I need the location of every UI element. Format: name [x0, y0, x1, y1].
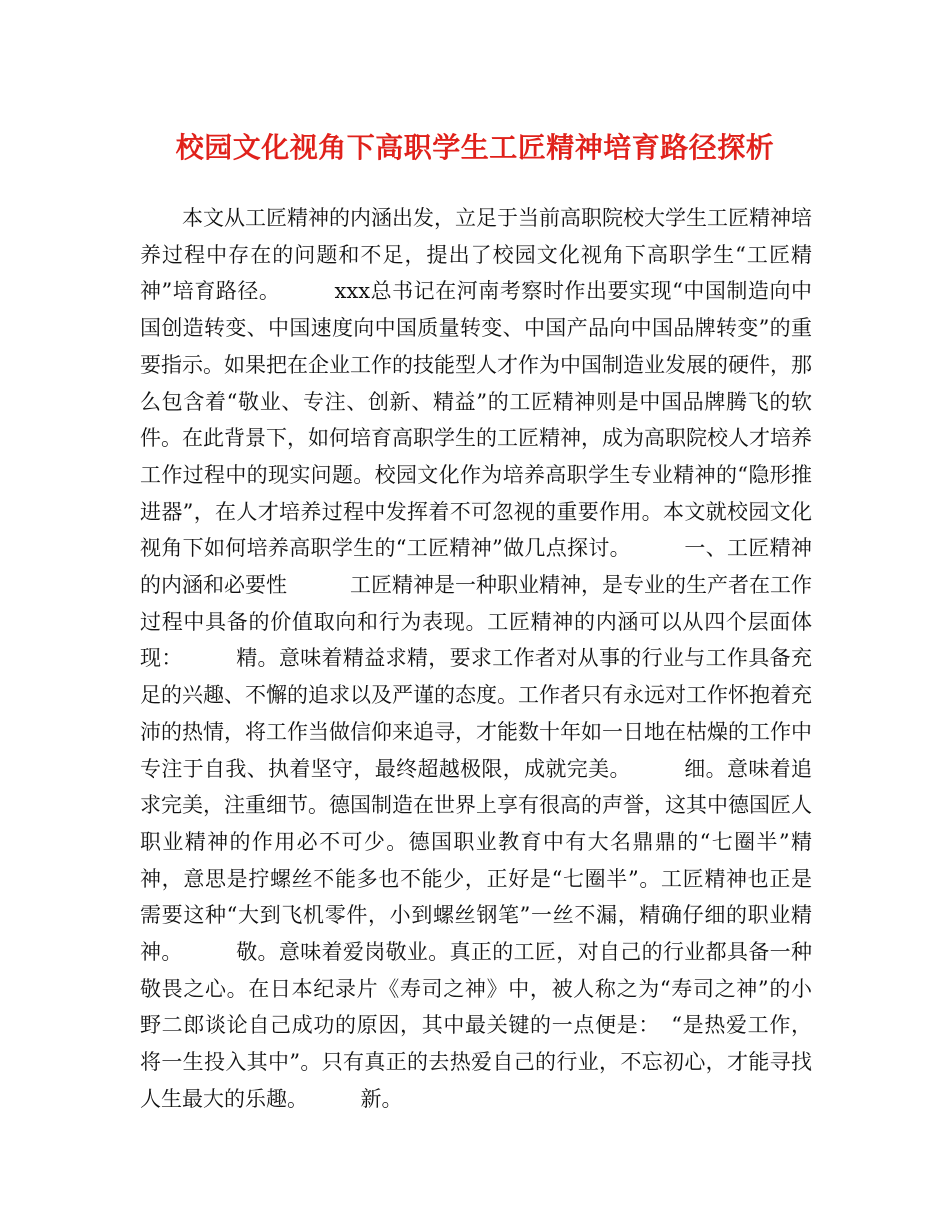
document-title: 校园文化视角下高职学生工匠精神培育路径探析	[175, 131, 775, 164]
document-body	[140, 200, 812, 1118]
body-paragraph: 本文从工匠精神的内涵出发，立足于当前高职院校大学生工匠精神培养过程中存在的问题和不足，提出了校园文化视角下高职学生“工匠精神”培育路径。 xxx总书记在河南考察时作出要实现“中国制造向中国创造转变、中国速度向中国质量转变、中国产品向中国品牌转变”的重要指示。如果把在企业工作的技能型人才作为中国制造业发展的硬件，那么包含着“敬业、专注、创新、精益”的工匠精神则是中国品牌腾飞的软件。在此背景下，如何培育高职学生的工匠精神，成为高职院校人才培养工作过程中的现实问题。校园文化作为培养高职学生专业精神的“隐形推进器”，在人才培养过程中发挥着不可忽视的重要作用。本文就校园文化视角下如何培养高职学生的“工匠精神”做几点探讨。 一、工匠精神的内涵和必要性 工匠精神是一种职业精神，是专业的生产者在工作过程中具备的价值取向和行为表现。工匠精神的内涵可以从四个层面体现： 精。意味着精益求精，要求工作者对从事的行业与工作具备充足的兴趣、不懈的追求以及严谨的态度。工作者只有永远对工作怀抱着充沛的热情，将工作当做信仰来追寻，才能数十年如一日地在枯燥的工作中专注于自我、执着坚守，最终超越极限，成就完美。 细。意味着追求完美，注重细节。德国制造在世界上享有很高的声誉，这其中德国匠人职业精神的作用必不可少。德国职业教育中有大名鼎鼎的“七圈半”精神，意思是拧螺丝不能多也不能少，正好是“七圈半”。工匠精神也正是需要这种“大到飞机零件，小到螺丝钢笔”一丝不漏，精确仔细的职业精神。 敬。意味着爱岗敬业。真正的工匠，对自己的行业都具备一种敬畏之心。在日本纪录片《寿司之神》中，被人称之为“寿司之神”的小野二郎谈论自己成功的原因，其中最关键的一点便是： “是热爱工作，将一生投入其中”。只有真正的去热爱自己的行业，不忘初心，才能寻找人生最大的乐趣。 新。	[140, 206, 812, 1111]
